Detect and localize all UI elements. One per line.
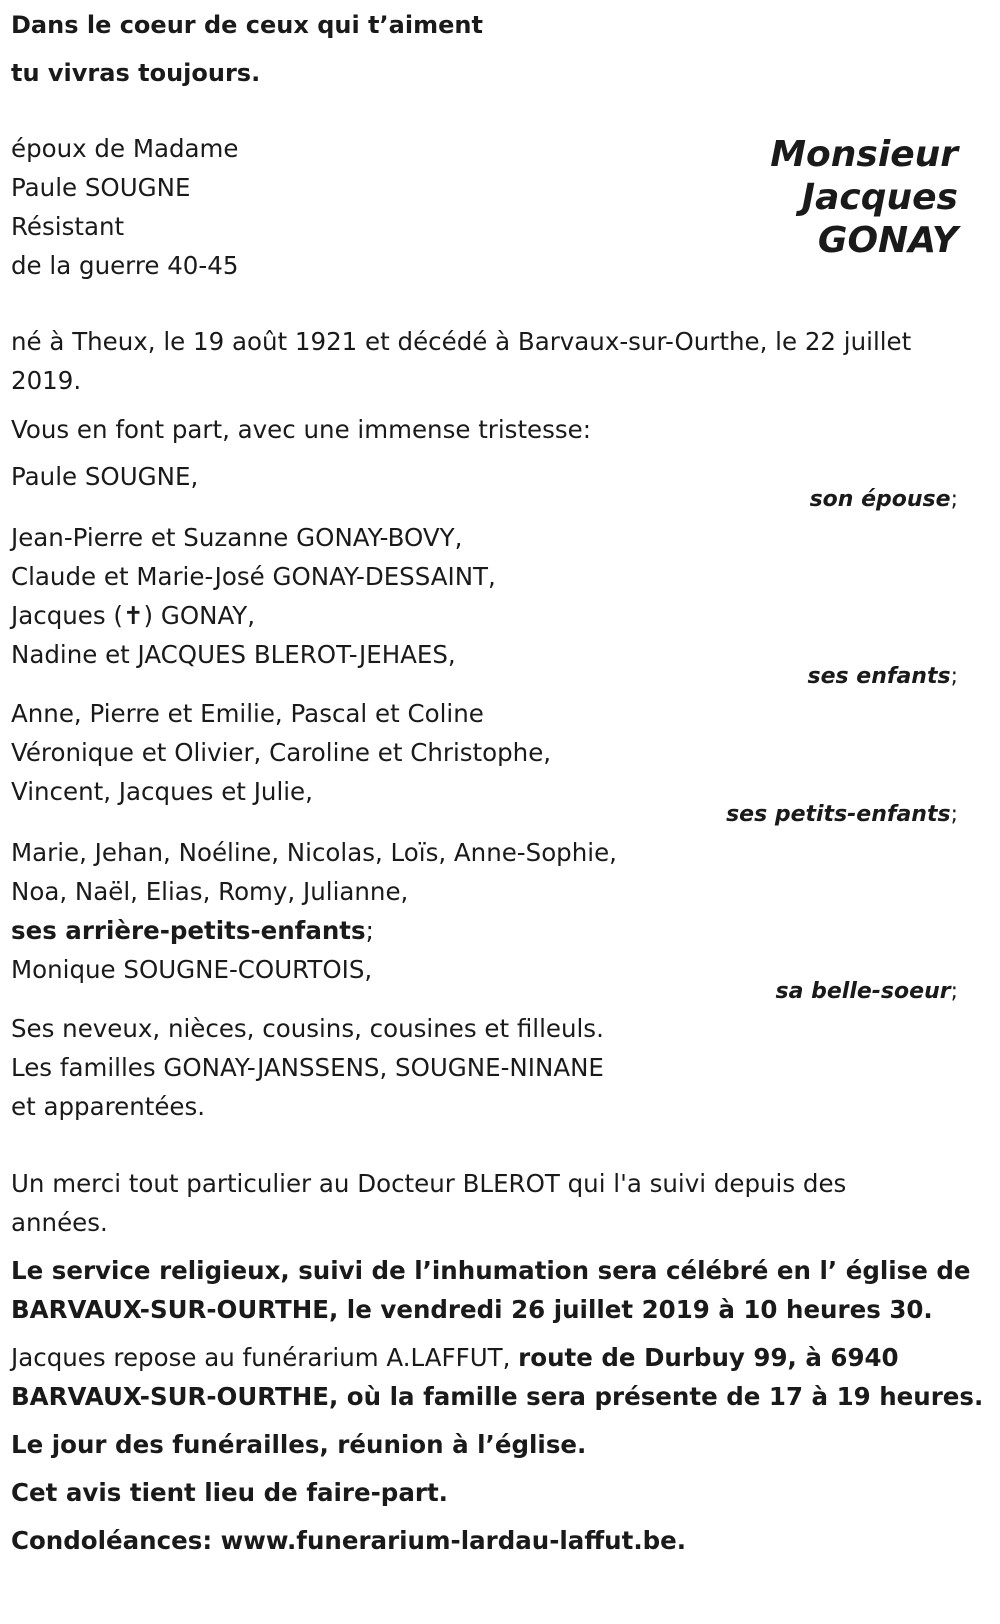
role-label: son épouse: [809, 487, 951, 512]
deceased-name: [770, 133, 958, 262]
notice-note: Cet avis tient lieu de faire-part.: [11, 1478, 448, 1507]
role-suffix: ;: [950, 979, 958, 1004]
announcement: Vous en font part, avec une immense tristesse:: [11, 415, 591, 444]
role-label: sa belle-soeur: [775, 979, 951, 1004]
meeting-note: Le jour des funérailles, réunion à l’église.: [11, 1430, 587, 1459]
bio-line: de la guerre 40-45: [11, 251, 239, 280]
bio-line: Résistant: [11, 212, 125, 241]
role-sister-in-law: [776, 977, 958, 1007]
birth-death-line-2: 2019.: [11, 366, 82, 395]
role-suffix: ;: [365, 916, 374, 945]
others-line: Les familles GONAY-JANSSENS, SOUGNE-NINANE: [11, 1053, 604, 1082]
role-label: ses enfants: [807, 664, 951, 689]
role-suffix: ;: [950, 802, 958, 827]
epigraph-line-1: Dans le coeur de ceux qui t’aiment: [11, 11, 483, 39]
bio-line: époux de Madame: [11, 134, 239, 163]
birth-death-line-1: né à Theux, le 19 août 1921 et décédé à Barvaux-sur-Ourthe, le 22 juillet: [11, 327, 912, 356]
child-name: Claude et Marie-José GONAY-DESSAINT,: [11, 562, 496, 591]
role-suffix: ;: [950, 487, 958, 512]
great-grandchild-name: Marie, Jehan, Noéline, Nicolas, Loïs, Anne-Sophie,: [11, 838, 617, 867]
others-line: Ses neveux, nièces, cousins, cousines et filleuls.: [11, 1014, 604, 1043]
role-suffix: ;: [950, 664, 958, 689]
role-children: [808, 662, 958, 692]
deceased-first-name: Jacques: [801, 177, 958, 218]
child-name: Nadine et JACQUES BLEROT-JEHAES,: [11, 640, 456, 669]
funerarium-address: route de Durbuy 99, à 6940: [518, 1343, 899, 1372]
child-name: Jacques (✝) GONAY,: [11, 601, 256, 630]
funerarium-text: Jacques repose au funérarium A.LAFFUT,: [11, 1343, 519, 1372]
service-line-2: BARVAUX-SUR-OURTHE, le vendredi 26 juillet 2019 à 10 heures 30.: [11, 1295, 933, 1324]
spouse-name: Paule SOUGNE,: [11, 462, 199, 491]
sister-in-law-name: Monique SOUGNE-COURTOIS,: [11, 955, 373, 984]
condolences-link[interactable]: Condoléances: www.funerarium-lardau-laffut.be.: [11, 1526, 687, 1555]
role-great-grandchildren: [11, 911, 374, 951]
grandchild-name: Vincent, Jacques et Julie,: [11, 777, 313, 806]
service-line-1: Le service religieux, suivi de l’inhumation sera célébré en l’ église de: [11, 1256, 971, 1285]
role-label: ses petits-enfants: [726, 802, 951, 827]
role-grandchildren: [726, 800, 958, 830]
role-label: ses arrière-petits-enfants: [11, 916, 366, 945]
great-grandchild-name: Noa, Naël, Elias, Romy, Julianne,: [11, 877, 409, 906]
bio-line: Paule SOUGNE: [11, 173, 191, 202]
funerarium-line-1: [11, 1338, 899, 1378]
thanks-line-2: années.: [11, 1208, 108, 1237]
others-line: et apparentées.: [11, 1092, 206, 1121]
funerarium-line-2: BARVAUX-SUR-OURTHE, où la famille sera présente de 17 à 19 heures.: [11, 1382, 984, 1411]
role-spouse: [810, 485, 958, 515]
grandchild-name: Véronique et Olivier, Caroline et Christophe,: [11, 738, 552, 767]
deceased-last-name: GONAY: [817, 220, 958, 261]
thanks-line-1: Un merci tout particulier au Docteur BLEROT qui l'a suivi depuis des: [11, 1169, 847, 1198]
deceased-honorific: Monsieur: [770, 134, 958, 175]
grandchild-name: Anne, Pierre et Emilie, Pascal et Coline: [11, 699, 484, 728]
child-name: Jean-Pierre et Suzanne GONAY-BOVY,: [11, 523, 463, 552]
epigraph-line-2: tu vivras toujours.: [11, 59, 261, 87]
